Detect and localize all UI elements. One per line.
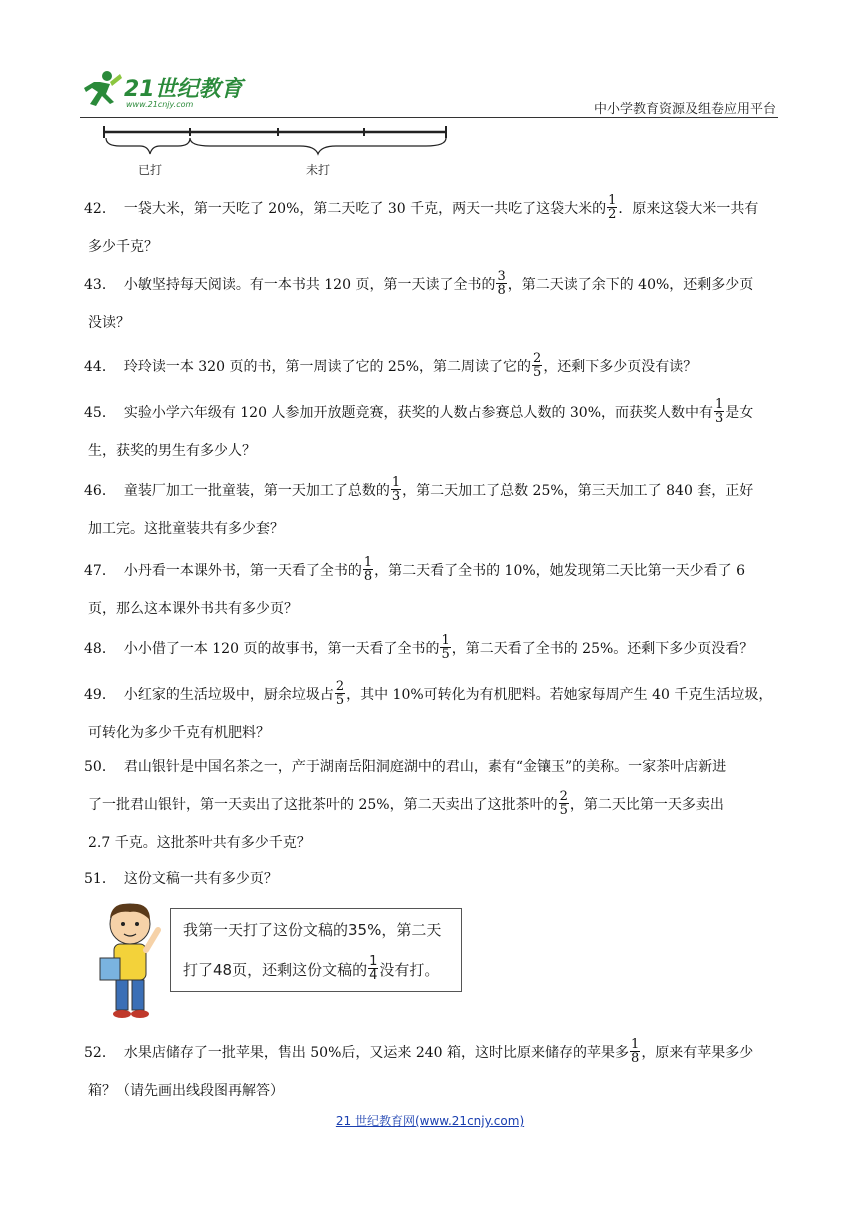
speech-line-1: 我第一天打了这份文稿的35%，第二天: [183, 921, 442, 939]
fraction: $\frac{1}{8}$: [363, 554, 373, 584]
fraction: $\frac{1}{4}$: [369, 954, 378, 983]
question-51: 51． 这份文稿一共有多少页？: [84, 871, 278, 887]
speech-bubble: [170, 908, 462, 992]
question-50: 50． 君山银针是中国名茶之一，产于湖南岳阳洞庭湖中的君山，素有“金镶玉”的美称。一家茶叶店新进 了一批君山银针，第一天卖出了这批茶叶的 25%，第二天卖出了这批茶叶的 $\frac{2}{5}$ ，第二天比第一天多卖出 2.7 千克。这批茶叶共有多少千克？: [84, 759, 727, 851]
speech-line-2: 打了48页，还剩这份文稿的 $\frac{1}{4}$ 没有打。: [183, 954, 440, 983]
question-48: 48． 小小借了一本 120 页的故事书，第一天看了全书的 $\frac{1}{5}$ ，第二天看了全书的 25%。还剩下多少页没看？: [84, 632, 754, 662]
fraction: $\frac{2}{5}$: [533, 350, 542, 380]
question-43: 43． 小敏坚持每天阅读。有一本书共 120 页，第一天读了全书的 $\frac{3}{8}$ ，第二天读了余下的 40%，还剩多少页 没读？: [84, 268, 754, 331]
done-label: 已打: [138, 163, 163, 177]
fraction: $\frac{2}{5}$: [559, 788, 568, 818]
fraction: $\frac{1}{8}$: [631, 1036, 640, 1066]
question-52: 52． 水果店储存了一批苹果，售出 50%后，又运来 240 箱，这时比原来储存的苹果多 $\frac{1}{8}$ ，原来有苹果多少 箱？（请先画出线段图再解答）: [84, 1036, 754, 1099]
question-45: 45． 实验小学六年级有 120 人参加开放题竞赛，获奖的人数占参赛总人数的 30%，而获奖人数中有 $\frac{1}{3}$ 是女 生，获奖的男生有多少人？: [84, 396, 754, 459]
fraction: $\frac{1}{3}$: [715, 396, 724, 426]
undone-brace: [190, 138, 446, 154]
boy-illustration-icon: [96, 900, 168, 1024]
header-divider: [80, 117, 778, 118]
done-brace: [106, 138, 190, 154]
fraction: $\frac{3}{8}$: [497, 268, 506, 298]
logo-url-text: www.21cnjy.com: [126, 100, 194, 109]
fraction: $\frac{1}{3}$: [391, 474, 401, 504]
question-49: 49． 小红家的生活垃圾中，厨余垃圾占 $\frac{2}{5}$ ，其中 10%可转化为有机肥料。若她家每周产生 40 千克生活垃圾， 可转化为多少千克有机肥料？: [84, 678, 773, 741]
question-46: 46． 童装厂加工一批童装，第一天加工了总数的 $\frac{1}{3}$ ，第二天加工了总数 25%，第三天加工了 840 套，正好 加工完。这批童装共有多少套？: [84, 474, 754, 537]
fraction: $\frac{2}{5}$: [335, 678, 345, 708]
header-platform-text: 中小学教育资源及组卷应用平台: [593, 102, 776, 117]
segment-diagram: [100, 122, 450, 182]
question-47: 47． 小丹看一本课外书，第一天看了全书的 $\frac{1}{8}$ ，第二天看了全书的 10%，她发现第二天比第一天少看了 6 页，那么这本课外书共有多少页？: [84, 554, 746, 617]
site-logo: [80, 68, 255, 114]
footer-link[interactable]: 21 世纪教育网(www.21cnjy.com): [335, 1114, 525, 1128]
runner-icon: [80, 68, 124, 112]
logo-brand-text: 21世纪教育: [124, 77, 243, 102]
question-44: 44． 玲玲读一本 320 页的书，第一周读了它的 25%，第二周读了它的 $\frac{2}{5}$ ，还剩下多少页没有读？: [84, 350, 698, 380]
undone-label: 未打: [306, 163, 331, 177]
question-42: 42． 一袋大米，第一天吃了 20%，第二天吃了 30 千克，两天一共吃了这袋大米的 $\frac{1}{2}$ ．原来这袋大米一共有 多少千克？: [84, 192, 759, 255]
fraction: $\frac{1}{2}$: [608, 192, 617, 222]
fraction: $\frac{1}{5}$: [441, 632, 450, 662]
